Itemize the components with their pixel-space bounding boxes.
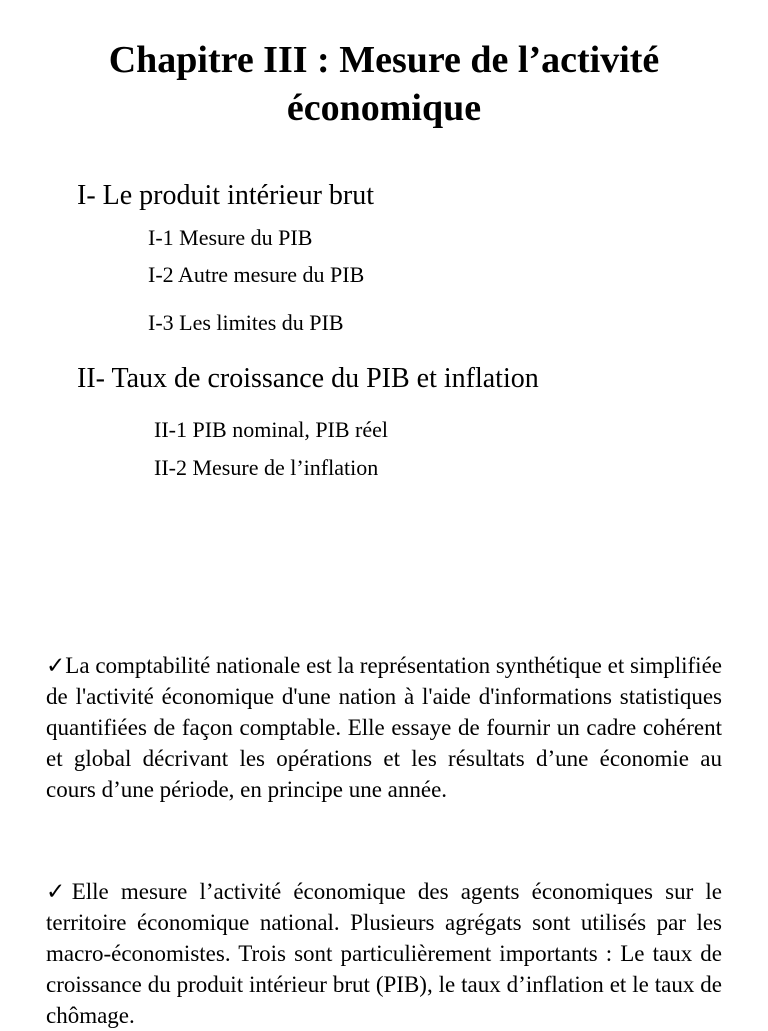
paragraph-1 [46,650,722,805]
paragraph-2-text: Elle mesure l’activité économique des agents économiques sur le territoire économique national. Plusieurs agrégats sont utilisés par les macro-économistes. Trois sont particulièrement importants : Le taux de croissance du produit intérieur brut (PIB), le taux d’inflation et le taux de chômage. [46,879,723,1028]
outline-item-i-1: I-1 Mesure du PIB [148,225,313,250]
check-mark-icon: ✓ [46,879,72,904]
page-title-line-1: Chapitre III : Mesure de l’activité [108,39,660,81]
outline-item-i-3: I-3 Les limites du PIB [148,310,344,335]
paragraph-1-text: La comptabilité nationale est la représentation synthétique et simplifiée de l'activité économique d'une nation à l'aide d'informations statistiques quantifiées de façon comptable. Elle essaye de fournir un cadre cohérent et global décrivant les opérations et les résultats d’une économie au cours d’une période, en principe une année. [46,653,722,802]
outline-item-ii-1: II-1 PIB nominal, PIB réel [154,417,389,442]
outline-item-ii-2: II-2 Mesure de l’inflation [154,455,379,480]
paragraph-2 [46,876,722,1031]
outline-item-i-2: I-2 Autre mesure du PIB [148,262,365,287]
section-heading-1: I- Le produit intérieur brut [77,180,375,211]
page-title [0,36,768,132]
section-heading-2: II- Taux de croissance du PIB et inflation [77,363,539,394]
check-mark-icon: ✓ [46,653,66,678]
page-title-line-2: économique [286,87,482,129]
